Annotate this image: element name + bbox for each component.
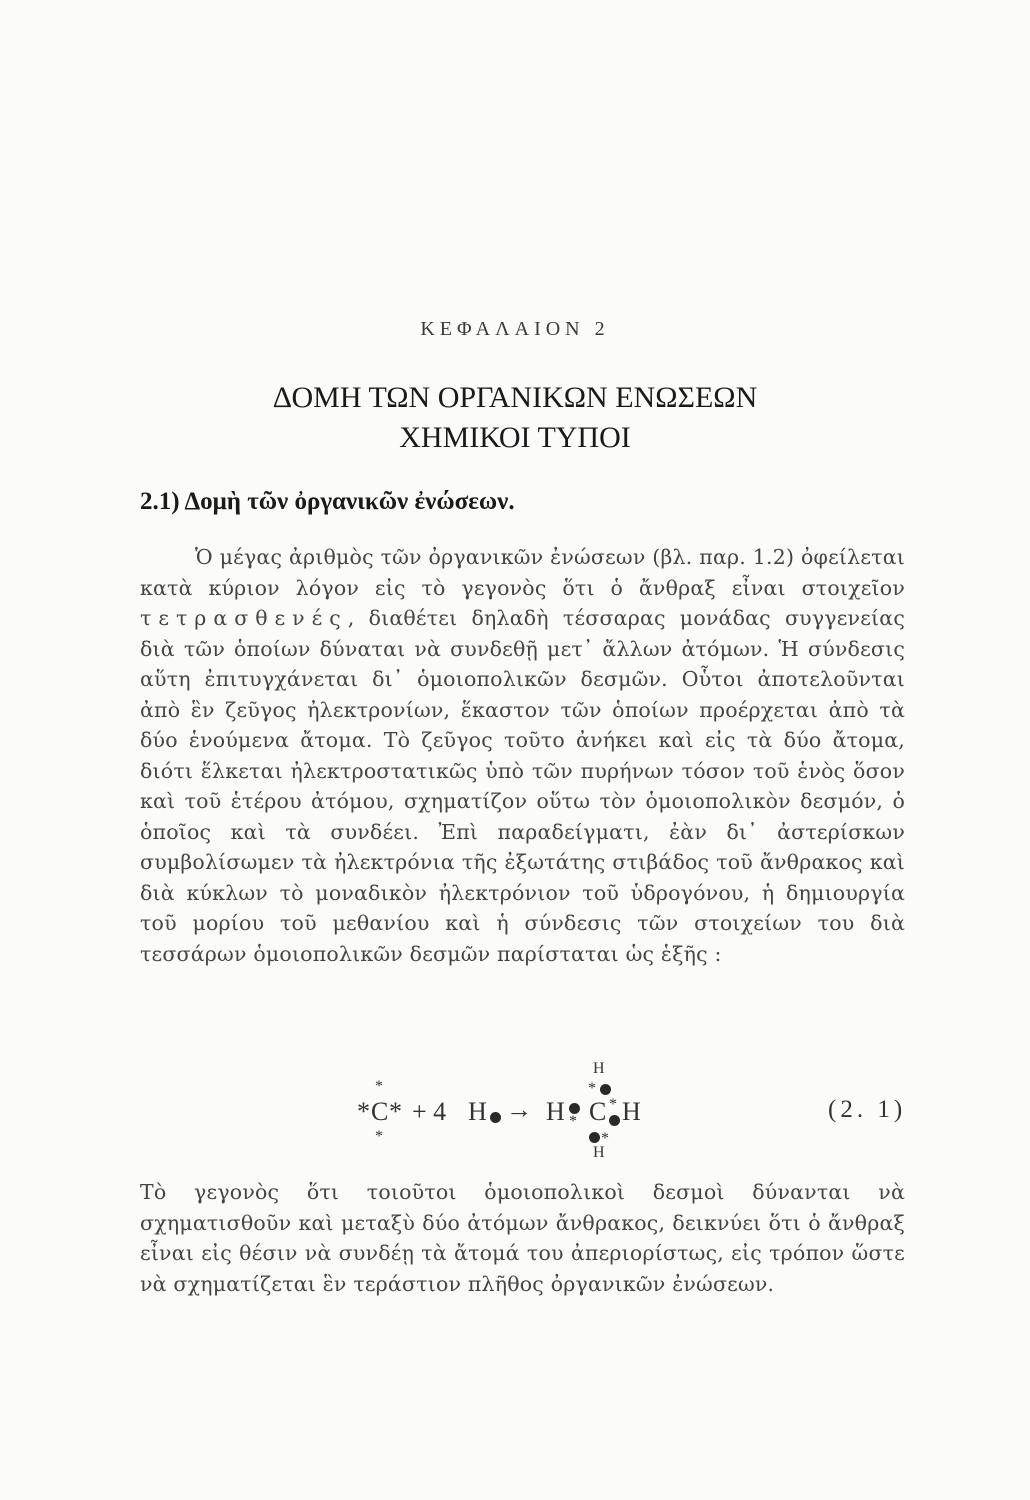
eq-product-star-top: * bbox=[588, 1080, 596, 1097]
eq-hydrogen-reactant: H bbox=[468, 1097, 487, 1126]
chapter-title-line-1: ΔΟΜΗ ΤΩΝ ΟΡΓΑΝΙΚΩΝ ΕΝΩΣΕΩΝ bbox=[272, 381, 758, 414]
section-heading: 2.1) Δομὴ τῶν ὀργανικῶν ἐνώσεων. bbox=[140, 488, 515, 515]
paragraph-1 bbox=[140, 542, 905, 969]
paragraph-1-part-1: Ὁ μέγας ἀριθμὸς τῶν ὀργανικῶν ἐνώσεων (βλ. παρ. 1.2) ὀφείλεται κατὰ κύριον λόγον εἰς τὸ γεγονὸς ὅτι ὁ ἄνθραξ εἶναι στοιχεῖον bbox=[140, 545, 905, 600]
eq-product-dot-right bbox=[609, 1115, 620, 1126]
eq-product-h-bottom: H bbox=[593, 1144, 605, 1161]
eq-carbon-symbol: C bbox=[371, 1097, 389, 1126]
eq-c-electron-top: * bbox=[375, 1078, 383, 1095]
eq-c-electron-bottom: * bbox=[375, 1128, 383, 1145]
eq-c-electron-right: * bbox=[389, 1097, 402, 1126]
eq-product-star-right: * bbox=[609, 1096, 617, 1113]
eq-product-dot-bottom bbox=[589, 1132, 600, 1143]
eq-product-star-bottom: * bbox=[601, 1130, 609, 1147]
equation-number: (2. 1) bbox=[828, 1096, 907, 1123]
eq-c-electron-left: * bbox=[357, 1097, 370, 1126]
chapter-title bbox=[0, 378, 1030, 458]
paragraph-2: Τὸ γεγονὸς ὅτι τοιοῦτοι ὁμοιοπολικοὶ δεσμοὶ δύνανται νὰ σχηματισθοῦν καὶ μεταξὺ δύο ἀτόμων ἄνθρακος, δεικνύει ὅτι ὁ ἄνθραξ εἶναι εἰς θέσιν νὰ συνδέῃ τὰ ἄτομά του ἀπεριορίστως, εἰς τρόπον ὥστε νὰ σχηματίζεται ἓν τεράστιον πλῆθος ὀργανικῶν ἐνώσεων. bbox=[140, 1180, 905, 1296]
eq-product-h-left: H bbox=[546, 1097, 565, 1126]
paragraph-1-part-2: , διαθέτει δηλαδὴ τέσσαρας μονάδας συγγενείας διὰ τῶν ὁποίων δύναται νὰ συνδεθῇ μετ᾽ ἄλλων ἀτόμων. Ἡ σύνδεσις αὕτη ἐπιτυγχάνεται δι᾽ ὁμοιοπολικῶν δεσμῶν. Οὗτοι ἀποτελοῦνται ἀπὸ ἓν ζεῦγος ἠλεκτρονίων, ἕκαστον τῶν ὁποίων προέρχεται ἀπὸ τὰ δύο ἑνούμενα ἄτομα. Τὸ ζεῦγος τοῦτο ἀνήκει καὶ εἰς τὰ δύο ἄτομα, διότι ἕλκεται ἠλεκτροστατικῶς ὑπὸ τῶν πυρήνων τόσον τοῦ ἑνὸς ὅσον καὶ τοῦ ἑτέρου ἀτόμου, σχηματίζον οὕτω τὸν ὁμοιοπολικὸν δεσμόν, ὁ ὁποῖος καὶ τὰ συνδέει. Ἐπὶ παραδείγματι, ἐὰν δι᾽ ἀστερίσκων συμβολίσωμεν τὰ ἠλεκτρόνια τῆς ἐξωτάτης στιβάδος τοῦ ἄνθρακος καὶ διὰ κύκλων τὸ μοναδικὸν ἠλεκτρόνιον τοῦ ὑδρογόνου, ἡ δημιουργία τοῦ μορίου τοῦ μεθανίου καὶ ἡ σύνδεσις τῶν στοιχείων του διὰ τεσσάρων ὁμοιοπολικῶν δεσμῶν παρίσταται ὡς ἑξῆς : bbox=[140, 606, 905, 966]
paragraph-1-spaced-word: τετρασθενές bbox=[140, 606, 348, 630]
eq-product-carbon: C bbox=[589, 1097, 607, 1126]
chapter-title-line-2: ΧΗΜΙΚΟΙ ΤΥΠΟΙ bbox=[399, 421, 631, 454]
chapter-label: ΚΕΦΑΛΑΙΟΝ 2 bbox=[420, 318, 610, 340]
eq-plus-four: + 4 bbox=[412, 1097, 447, 1126]
eq-arrow: → bbox=[506, 1095, 532, 1124]
eq-product-h-top: H bbox=[593, 1060, 605, 1077]
eq-product-h-right: H bbox=[622, 1097, 641, 1126]
eq-hydrogen-electron-dot bbox=[490, 1112, 501, 1123]
eq-product-dot-top bbox=[600, 1084, 611, 1095]
eq-product-star-left: * bbox=[569, 1113, 577, 1130]
